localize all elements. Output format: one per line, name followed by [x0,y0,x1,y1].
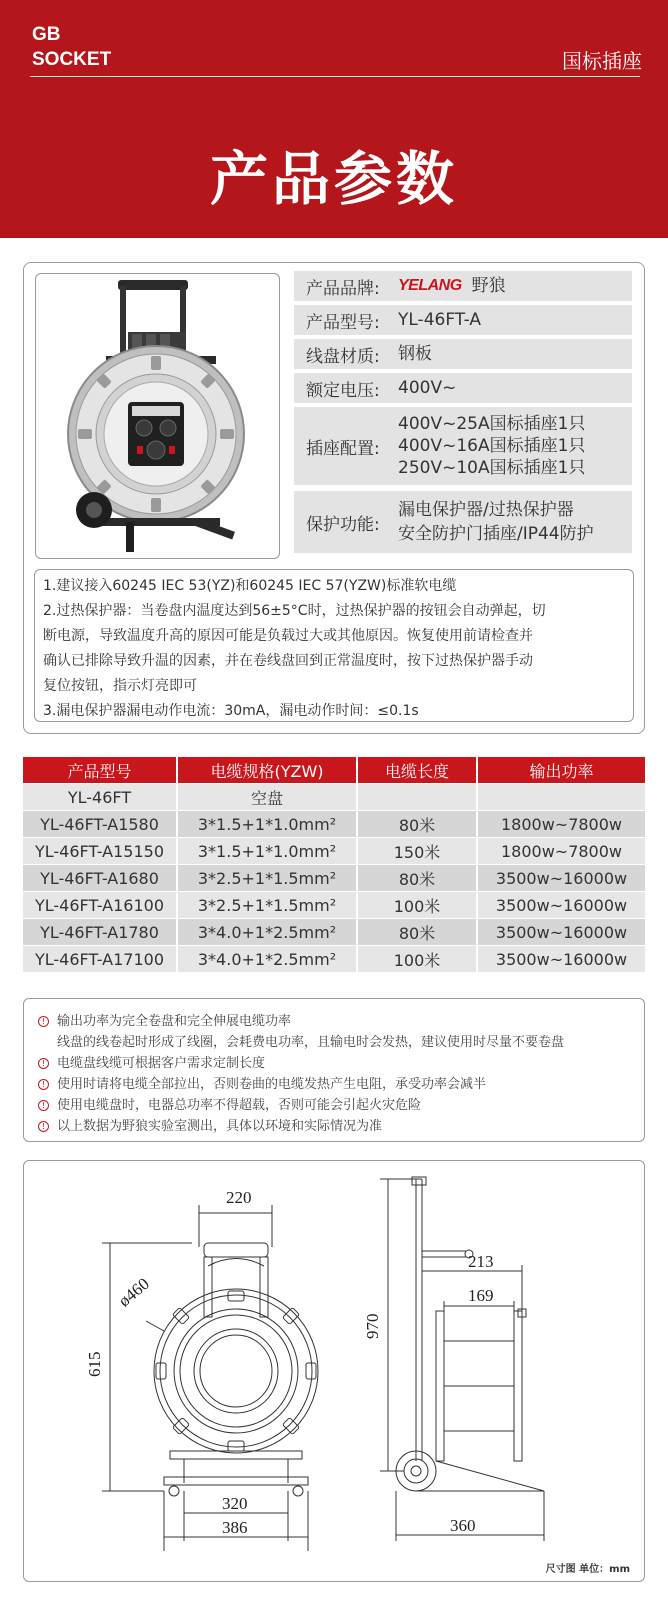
dim-side-top: 213 [468,1252,494,1271]
table-cell: YL-46FT-A1580 [23,810,178,837]
spec-label: 线盘材质: [306,346,380,367]
warning-icon: ! [38,1058,49,1069]
cable-reel-illustration [36,274,280,559]
tip-item [38,1011,634,1032]
table-header: 电缆长度 [358,757,478,783]
table-cell: 3*4.0+1*2.5mm² [178,945,358,972]
table-cell: 80米 [358,810,478,837]
table-cell: YL-46FT-A15150 [23,837,178,864]
table-header: 产品型号 [23,757,178,783]
tip-text: 线盘的线卷起时形成了线圈，会耗费电功率，且输电时会发热，建议使用时尽量不要卷盘 [57,1035,565,1050]
table-cell: YL-46FT-A1780 [23,918,178,945]
table-cell: 100米 [358,891,478,918]
socket-line: 400V~25A国标插座1只 [398,414,586,434]
tip-item [38,1074,634,1095]
warning-icon: ! [38,1121,49,1132]
header-divider [30,76,640,77]
product-photo [35,273,280,559]
table-cell: 3500w~16000w [478,918,645,945]
dim-diameter: ø460 [114,1274,153,1311]
header-banner [0,0,668,238]
table-cell: 3500w~16000w [478,945,645,972]
spec-socket-config [294,407,632,485]
tip-item [38,1095,634,1116]
table-cell [478,783,645,810]
note-line: 3.漏电保护器漏电动作电流：30mA，漏电动作时间：≤0.1s [43,703,419,719]
spec-list [294,271,632,557]
table-row [23,783,645,810]
protection-line: 漏电保护器/过热保护器 [398,500,574,520]
note-line: 确认已排除导致升温的因素，并在卷线盘回到正常温度时，按下过热保护器手动 [43,653,533,669]
spec-label: 产品品牌: [306,278,380,299]
table-row [23,810,645,837]
brand-line-2: SOCKET [32,49,112,70]
dim-base-outer: 386 [222,1518,248,1537]
tip-text: 使用电缆盘时，电器总功率不得超载，否则可能会引起火灾危险 [57,1098,422,1113]
spec-label: 产品型号: [306,312,380,333]
spec-brand [294,271,632,301]
brand-logo: YELANG [398,277,462,294]
spec-protection [294,491,632,553]
tip-text: 使用时请将电缆全部拉出，否则卷曲的电缆发热产生电阻，承受功率会减半 [57,1077,487,1092]
socket-line: 400V~16A国标插座1只 [398,436,586,456]
tip-item [38,1053,634,1074]
table-header: 输出功率 [478,757,645,783]
spec-voltage [294,373,632,403]
drawing-footnote: 尺寸图 单位：mm [545,1564,630,1575]
spec-value: YL-46FT-A [398,310,482,330]
brand-line-1: GB [32,24,61,45]
dimension-diagram [24,1161,645,1582]
table-cell: 1800w~7800w [478,837,645,864]
spec-value [398,413,585,479]
product-spec-panel [23,262,645,734]
table-cell: 3500w~16000w [478,891,645,918]
table-cell: 100米 [358,945,478,972]
table-cell: 3*2.5+1*1.5mm² [178,891,358,918]
page-title: 产品参数 [209,145,458,213]
table-row [23,945,645,972]
model-table [23,757,645,972]
table-cell: 3*4.0+1*2.5mm² [178,918,358,945]
table-cell: 80米 [358,864,478,891]
table-row [23,891,645,918]
spec-value [398,498,594,546]
table-cell: YL-46FT-A17100 [23,945,178,972]
table-cell: YL-46FT-A1680 [23,864,178,891]
table-cell: 150米 [358,837,478,864]
table-row [23,837,645,864]
spec-model [294,305,632,335]
note-line: 复位按钮，指示灯亮即可 [43,678,197,694]
tip-text: 以上数据为野狼实验室测出，具体以环境和实际情况为准 [57,1119,383,1134]
warning-icon: ! [38,1100,49,1111]
note-line: 1.建议接入60245 IEC 53(YZ)和60245 IEC 57(YZW)标准软电缆 [43,578,457,594]
brand-mark [32,22,111,72]
tip-text: 电缆盘线缆可根据客户需求定制长度 [57,1056,266,1071]
table-cell: 空盘 [178,783,358,810]
table-cell: 80米 [358,918,478,945]
header-category: 国标插座 [562,49,642,73]
spec-material [294,339,632,369]
table-cell: 3500w~16000w [478,864,645,891]
protection-line: 安全防护门插座/IP44防护 [398,524,594,544]
spec-label: 额定电压: [306,380,380,401]
tip-item [38,1116,634,1137]
dim-front-height: 615 [85,1351,104,1377]
dim-side-drum: 169 [468,1286,494,1305]
spec-label: 插座配置: [306,438,380,459]
warning-icon: ! [38,1016,49,1027]
spec-value: 400V~ [398,378,457,398]
dim-base-inner: 320 [222,1494,248,1513]
table-cell [358,783,478,810]
table-cell: 3*1.5+1*1.0mm² [178,810,358,837]
spec-value: 钢板 [398,344,432,364]
note-line: 2.过热保护器：当卷盘内温度达到56±5°C时，过热保护器的按钮会自动弹起，切 [43,603,546,619]
table-header: 电缆规格(YZW) [178,757,358,783]
table-row [23,864,645,891]
dim-top-width: 220 [226,1188,252,1207]
socket-line: 250V~10A国标插座1只 [398,458,586,478]
table-cell: 1800w~7800w [478,810,645,837]
dim-side-base: 360 [450,1516,476,1535]
table-row [23,918,645,945]
tip-text: 输出功率为完全卷盘和完全伸展电缆功率 [57,1014,292,1029]
dim-total-height: 970 [363,1313,382,1339]
tip-item [38,1032,634,1053]
note-line: 断电源，导致温度升高的原因可能是负载过大或其他原因。恢复使用前请检查并 [43,628,533,644]
dimension-drawing [23,1160,645,1582]
table-header-row [23,757,645,783]
spec-value: 野狼 [471,276,506,296]
warning-icon: ! [38,1079,49,1090]
table-cell: 3*2.5+1*1.5mm² [178,864,358,891]
table-cell: YL-46FT-A16100 [23,891,178,918]
table-cell: 3*1.5+1*1.0mm² [178,837,358,864]
spec-label: 保护功能: [306,514,380,535]
table-cell: YL-46FT [23,783,178,810]
tips-box [23,998,645,1142]
notes-box [34,569,634,722]
